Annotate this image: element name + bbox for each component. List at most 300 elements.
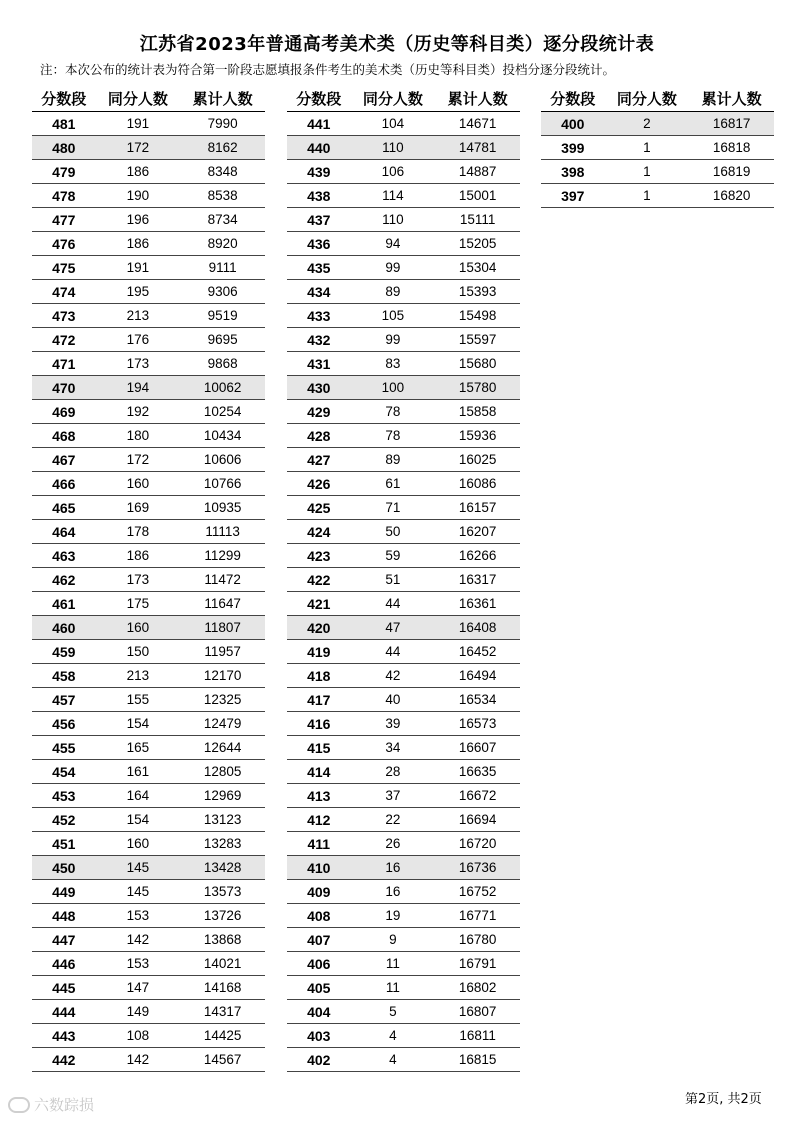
cumulative-cell: 16736	[435, 856, 520, 880]
score-cell: 406	[287, 952, 351, 976]
table-row	[32, 832, 265, 856]
same-count-cell: 173	[96, 568, 181, 592]
same-count-cell: 195	[96, 280, 181, 304]
score-cell: 445	[32, 976, 96, 1000]
table-row	[287, 400, 520, 424]
score-cell: 426	[287, 472, 351, 496]
cumulative-cell: 8162	[180, 136, 265, 160]
table-row	[32, 784, 265, 808]
cumulative-cell: 10254	[180, 400, 265, 424]
table-row	[287, 568, 520, 592]
table-row	[32, 352, 265, 376]
same-count-cell: 42	[351, 664, 436, 688]
score-cell: 402	[287, 1048, 351, 1072]
same-count-cell: 39	[351, 712, 436, 736]
table-row	[32, 760, 265, 784]
score-cell: 473	[32, 304, 96, 328]
cumulative-cell: 15498	[435, 304, 520, 328]
cumulative-cell: 8920	[180, 232, 265, 256]
same-count-cell: 4	[351, 1024, 436, 1048]
same-count-cell: 110	[351, 136, 436, 160]
cumulative-cell: 14317	[180, 1000, 265, 1024]
same-count-cell: 26	[351, 832, 436, 856]
same-count-cell: 28	[351, 760, 436, 784]
cumulative-cell: 16820	[689, 184, 774, 208]
same-count-cell: 160	[96, 832, 181, 856]
same-count-cell: 154	[96, 808, 181, 832]
score-cell: 453	[32, 784, 96, 808]
same-count-cell: 191	[96, 256, 181, 280]
cumulative-cell: 16494	[435, 664, 520, 688]
same-count-cell: 71	[351, 496, 436, 520]
same-count-cell: 44	[351, 640, 436, 664]
cumulative-cell: 15780	[435, 376, 520, 400]
table-row	[287, 784, 520, 808]
table-row	[287, 136, 520, 160]
table-row	[32, 880, 265, 904]
cumulative-cell: 11113	[180, 520, 265, 544]
score-cell: 432	[287, 328, 351, 352]
score-cell: 428	[287, 424, 351, 448]
table-row	[287, 448, 520, 472]
score-cell: 448	[32, 904, 96, 928]
table-row	[32, 688, 265, 712]
score-cell: 470	[32, 376, 96, 400]
cumulative-cell: 13573	[180, 880, 265, 904]
cumulative-cell: 16025	[435, 448, 520, 472]
cumulative-cell: 9868	[180, 352, 265, 376]
table-row	[287, 280, 520, 304]
score-cell: 460	[32, 616, 96, 640]
table-row	[541, 184, 774, 208]
table-row	[287, 520, 520, 544]
cumulative-cell: 12805	[180, 760, 265, 784]
cumulative-cell: 16408	[435, 616, 520, 640]
cumulative-cell: 16452	[435, 640, 520, 664]
table-row	[287, 112, 520, 136]
same-count-cell: 44	[351, 592, 436, 616]
score-cell: 440	[287, 136, 351, 160]
same-count-cell: 61	[351, 472, 436, 496]
table-row	[287, 424, 520, 448]
header-cumulative: 累计人数	[701, 89, 762, 108]
header-row	[541, 85, 774, 112]
same-count-cell: 108	[96, 1024, 181, 1048]
cumulative-cell: 11299	[180, 544, 265, 568]
table-row	[32, 376, 265, 400]
same-count-cell: 11	[351, 952, 436, 976]
table-row	[32, 568, 265, 592]
table-row	[32, 232, 265, 256]
table-row	[287, 1000, 520, 1024]
score-cell: 437	[287, 208, 351, 232]
score-cell: 449	[32, 880, 96, 904]
cumulative-cell: 16720	[435, 832, 520, 856]
score-cell: 468	[32, 424, 96, 448]
cumulative-cell: 14425	[180, 1024, 265, 1048]
table-row	[287, 1048, 520, 1072]
cumulative-cell: 16817	[689, 112, 774, 136]
same-count-cell: 165	[96, 736, 181, 760]
score-cell: 438	[287, 184, 351, 208]
same-count-cell: 173	[96, 352, 181, 376]
table-row	[287, 976, 520, 1000]
table-row	[32, 928, 265, 952]
same-count-cell: 50	[351, 520, 436, 544]
cumulative-cell: 16266	[435, 544, 520, 568]
same-count-cell: 160	[96, 616, 181, 640]
score-cell: 418	[287, 664, 351, 688]
cumulative-cell: 12969	[180, 784, 265, 808]
score-cell: 420	[287, 616, 351, 640]
table-row	[287, 496, 520, 520]
page-number: 第2页, 共2页	[685, 1092, 762, 1107]
same-count-cell: 172	[96, 448, 181, 472]
score-table-body	[32, 112, 265, 1072]
cumulative-cell: 14567	[180, 1048, 265, 1072]
same-count-cell: 142	[96, 1048, 181, 1072]
score-cell: 422	[287, 568, 351, 592]
score-table-2	[287, 85, 520, 1072]
score-cell: 452	[32, 808, 96, 832]
same-count-cell: 164	[96, 784, 181, 808]
cumulative-cell: 16157	[435, 496, 520, 520]
table-row	[287, 256, 520, 280]
same-count-cell: 78	[351, 400, 436, 424]
same-count-cell: 161	[96, 760, 181, 784]
table-row	[287, 808, 520, 832]
same-count-cell: 180	[96, 424, 181, 448]
table-row	[287, 304, 520, 328]
cumulative-cell: 12325	[180, 688, 265, 712]
table-row	[32, 160, 265, 184]
cumulative-cell: 16672	[435, 784, 520, 808]
table-row	[32, 808, 265, 832]
score-cell: 412	[287, 808, 351, 832]
score-cell: 471	[32, 352, 96, 376]
table-row	[287, 760, 520, 784]
cumulative-cell: 9695	[180, 328, 265, 352]
table-row	[32, 976, 265, 1000]
cumulative-cell: 16086	[435, 472, 520, 496]
same-count-cell: 114	[351, 184, 436, 208]
same-count-cell: 59	[351, 544, 436, 568]
table-row	[32, 712, 265, 736]
same-count-cell: 78	[351, 424, 436, 448]
table-row	[287, 904, 520, 928]
cumulative-cell: 10434	[180, 424, 265, 448]
cumulative-cell: 16207	[435, 520, 520, 544]
score-cell: 397	[541, 184, 605, 208]
score-cell: 454	[32, 760, 96, 784]
score-cell: 431	[287, 352, 351, 376]
cumulative-cell: 13123	[180, 808, 265, 832]
same-count-cell: 194	[96, 376, 181, 400]
table-row	[32, 448, 265, 472]
table-note: 注：本次公布的统计表为符合第一阶段志愿填报条件考生的美术类（历史等科目类）投档分逐分段统计。	[40, 62, 616, 77]
score-cell: 415	[287, 736, 351, 760]
cumulative-cell: 11647	[180, 592, 265, 616]
cumulative-cell: 15393	[435, 280, 520, 304]
score-cell: 457	[32, 688, 96, 712]
same-count-cell: 213	[96, 304, 181, 328]
score-cell: 410	[287, 856, 351, 880]
same-count-cell: 142	[96, 928, 181, 952]
same-count-cell: 160	[96, 472, 181, 496]
score-cell: 407	[287, 928, 351, 952]
table-row	[287, 640, 520, 664]
header-row	[32, 85, 265, 112]
score-cell: 435	[287, 256, 351, 280]
score-cell: 408	[287, 904, 351, 928]
table-row	[32, 304, 265, 328]
table-row	[32, 1048, 265, 1072]
same-count-cell: 145	[96, 856, 181, 880]
same-count-cell: 16	[351, 856, 436, 880]
cumulative-cell: 16771	[435, 904, 520, 928]
cumulative-cell: 11472	[180, 568, 265, 592]
cumulative-cell: 15680	[435, 352, 520, 376]
same-count-cell: 37	[351, 784, 436, 808]
same-count-cell: 4	[351, 1048, 436, 1072]
cumulative-cell: 11807	[180, 616, 265, 640]
cumulative-cell: 10766	[180, 472, 265, 496]
same-count-cell: 186	[96, 232, 181, 256]
cumulative-cell: 8538	[180, 184, 265, 208]
same-count-cell: 1	[605, 160, 690, 184]
same-count-cell: 192	[96, 400, 181, 424]
score-cell: 429	[287, 400, 351, 424]
score-cell: 400	[541, 112, 605, 136]
cumulative-cell: 10935	[180, 496, 265, 520]
table-row	[32, 736, 265, 760]
table-row	[287, 232, 520, 256]
table-row	[287, 592, 520, 616]
table-row	[32, 616, 265, 640]
table-row	[287, 328, 520, 352]
same-count-cell: 94	[351, 232, 436, 256]
score-cell: 463	[32, 544, 96, 568]
table-row	[32, 496, 265, 520]
score-cell: 405	[287, 976, 351, 1000]
score-cell: 481	[32, 112, 96, 136]
same-count-cell: 16	[351, 880, 436, 904]
table-row	[287, 832, 520, 856]
cumulative-cell: 9519	[180, 304, 265, 328]
table-row	[32, 424, 265, 448]
cumulative-cell: 15936	[435, 424, 520, 448]
cumulative-cell: 13726	[180, 904, 265, 928]
score-cell: 462	[32, 568, 96, 592]
table-row	[32, 472, 265, 496]
same-count-cell: 51	[351, 568, 436, 592]
same-count-cell: 191	[96, 112, 181, 136]
cumulative-cell: 12479	[180, 712, 265, 736]
table-row	[287, 712, 520, 736]
table-row	[32, 112, 265, 136]
score-cell: 444	[32, 1000, 96, 1024]
same-count-cell: 1	[605, 184, 690, 208]
score-cell: 411	[287, 832, 351, 856]
same-count-cell: 1	[605, 136, 690, 160]
cumulative-cell: 8734	[180, 208, 265, 232]
cumulative-cell: 14887	[435, 160, 520, 184]
score-cell: 467	[32, 448, 96, 472]
same-count-cell: 9	[351, 928, 436, 952]
cumulative-cell: 16607	[435, 736, 520, 760]
table-row	[32, 184, 265, 208]
score-cell: 433	[287, 304, 351, 328]
score-table-body	[541, 112, 774, 208]
score-cell: 477	[32, 208, 96, 232]
cumulative-cell: 16807	[435, 1000, 520, 1024]
score-cell: 434	[287, 280, 351, 304]
cumulative-cell: 10062	[180, 376, 265, 400]
same-count-cell: 11	[351, 976, 436, 1000]
table-row	[287, 208, 520, 232]
table-row	[32, 640, 265, 664]
table-row	[32, 280, 265, 304]
same-count-cell: 2	[605, 112, 690, 136]
same-count-cell: 196	[96, 208, 181, 232]
score-cell: 446	[32, 952, 96, 976]
score-cell: 466	[32, 472, 96, 496]
same-count-cell: 40	[351, 688, 436, 712]
same-count-cell: 153	[96, 952, 181, 976]
table-row	[32, 544, 265, 568]
same-count-cell: 213	[96, 664, 181, 688]
table-row	[287, 376, 520, 400]
same-count-cell: 169	[96, 496, 181, 520]
table-row	[287, 1024, 520, 1048]
score-cell: 479	[32, 160, 96, 184]
header-row	[287, 85, 520, 112]
header-same-count: 同分人数	[362, 89, 423, 108]
table-row	[32, 592, 265, 616]
same-count-cell: 186	[96, 160, 181, 184]
table-row	[32, 328, 265, 352]
score-cell: 450	[32, 856, 96, 880]
score-cell: 459	[32, 640, 96, 664]
cumulative-cell: 12644	[180, 736, 265, 760]
cumulative-cell: 14781	[435, 136, 520, 160]
score-cell: 443	[32, 1024, 96, 1048]
same-count-cell: 147	[96, 976, 181, 1000]
cumulative-cell: 16573	[435, 712, 520, 736]
table-row	[287, 736, 520, 760]
same-count-cell: 5	[351, 1000, 436, 1024]
table-row	[287, 856, 520, 880]
same-count-cell: 83	[351, 352, 436, 376]
cumulative-cell: 16791	[435, 952, 520, 976]
cumulative-cell: 8348	[180, 160, 265, 184]
table-row	[287, 616, 520, 640]
score-table-3	[541, 85, 774, 208]
same-count-cell: 89	[351, 448, 436, 472]
score-cell: 472	[32, 328, 96, 352]
same-count-cell: 34	[351, 736, 436, 760]
score-cell: 403	[287, 1024, 351, 1048]
score-cell: 436	[287, 232, 351, 256]
cumulative-cell: 16317	[435, 568, 520, 592]
cumulative-cell: 9111	[180, 256, 265, 280]
score-cell: 414	[287, 760, 351, 784]
same-count-cell: 190	[96, 184, 181, 208]
cumulative-cell: 12170	[180, 664, 265, 688]
same-count-cell: 100	[351, 376, 436, 400]
same-count-cell: 178	[96, 520, 181, 544]
table-row	[287, 544, 520, 568]
same-count-cell: 99	[351, 256, 436, 280]
header-cumulative: 累计人数	[447, 89, 508, 108]
same-count-cell: 154	[96, 712, 181, 736]
score-cell: 425	[287, 496, 351, 520]
table-row	[32, 904, 265, 928]
score-cell: 409	[287, 880, 351, 904]
same-count-cell: 22	[351, 808, 436, 832]
score-cell: 427	[287, 448, 351, 472]
header-score: 分数段	[550, 89, 596, 108]
table-row	[287, 688, 520, 712]
same-count-cell: 175	[96, 592, 181, 616]
table-row	[32, 664, 265, 688]
cumulative-cell: 16818	[689, 136, 774, 160]
table-row	[541, 136, 774, 160]
cumulative-cell: 15111	[435, 208, 520, 232]
header-cumulative: 累计人数	[192, 89, 253, 108]
table-row	[32, 520, 265, 544]
header-same-count: 同分人数	[107, 89, 168, 108]
same-count-cell: 145	[96, 880, 181, 904]
cumulative-cell: 15205	[435, 232, 520, 256]
score-cell: 458	[32, 664, 96, 688]
score-cell: 461	[32, 592, 96, 616]
score-cell: 430	[287, 376, 351, 400]
cumulative-cell: 13868	[180, 928, 265, 952]
cumulative-cell: 16635	[435, 760, 520, 784]
score-cell: 416	[287, 712, 351, 736]
same-count-cell: 155	[96, 688, 181, 712]
score-cell: 423	[287, 544, 351, 568]
cumulative-cell: 16361	[435, 592, 520, 616]
table-row	[32, 400, 265, 424]
score-cell: 475	[32, 256, 96, 280]
cumulative-cell: 14021	[180, 952, 265, 976]
score-cell: 451	[32, 832, 96, 856]
header-score: 分数段	[296, 89, 342, 108]
table-row	[32, 1024, 265, 1048]
same-count-cell: 99	[351, 328, 436, 352]
same-count-cell: 105	[351, 304, 436, 328]
table-row	[287, 472, 520, 496]
score-cell: 413	[287, 784, 351, 808]
table-row	[287, 880, 520, 904]
cumulative-cell: 16694	[435, 808, 520, 832]
score-cell: 474	[32, 280, 96, 304]
same-count-cell: 47	[351, 616, 436, 640]
watermark-text: 六数踪损	[34, 1096, 95, 1114]
score-cell: 478	[32, 184, 96, 208]
cumulative-cell: 16752	[435, 880, 520, 904]
cumulative-cell: 15858	[435, 400, 520, 424]
score-cell: 439	[287, 160, 351, 184]
table-row	[541, 160, 774, 184]
score-cell: 442	[32, 1048, 96, 1072]
score-cell: 404	[287, 1000, 351, 1024]
cumulative-cell: 9306	[180, 280, 265, 304]
table-row	[32, 952, 265, 976]
cumulative-cell: 14671	[435, 112, 520, 136]
